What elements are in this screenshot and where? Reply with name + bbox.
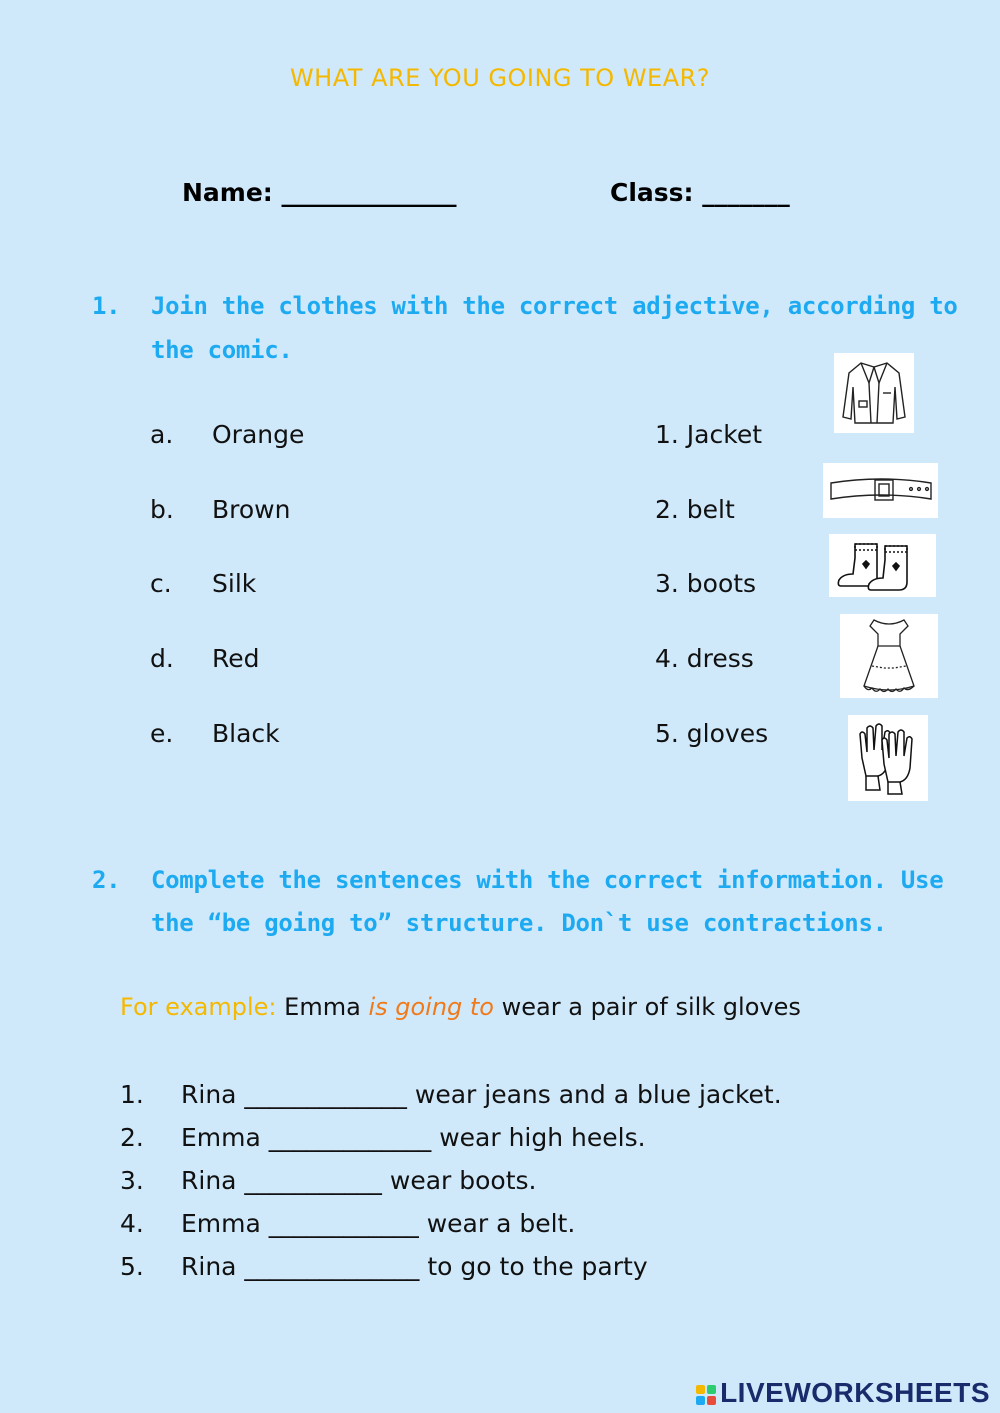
q1-instruction-line2: the comic. (151, 336, 293, 364)
sentence-text[interactable]: Rina ___________ wear boots. (181, 1166, 537, 1195)
example-rest: wear a pair of silk gloves (501, 993, 801, 1021)
clothes-item-jacket[interactable]: 1. Jacket (655, 420, 763, 449)
sentence-text[interactable]: Rina _____________ wear jeans and a blue jacket. (181, 1080, 782, 1109)
example-sentence (120, 993, 801, 1021)
adjective-word[interactable]: Silk (212, 569, 257, 598)
sentence-number: 2. (120, 1123, 144, 1152)
sentence-text[interactable]: Emma _____________ wear high heels. (181, 1123, 646, 1152)
dress-icon (840, 614, 938, 698)
q1-number: 1. (92, 292, 121, 320)
q2-instruction-line1: Complete the sentences with the correct information. Use (151, 866, 944, 894)
clothes-item-gloves[interactable]: 5. gloves (655, 719, 769, 748)
sentence-text[interactable]: Rina ______________ to go to the party (181, 1252, 648, 1281)
logo-mark-icon (696, 1385, 716, 1405)
example-subject: Emma (284, 993, 361, 1021)
adjective-word[interactable]: Red (212, 644, 260, 673)
adjective-letter: c. (150, 569, 172, 598)
name-field[interactable]: Name: ______________ (182, 178, 457, 207)
liveworksheets-logo[interactable] (696, 1377, 990, 1409)
adjective-word[interactable]: Black (212, 719, 280, 748)
class-field[interactable]: Class: _______ (610, 178, 790, 207)
sentence-number: 4. (120, 1209, 144, 1238)
belt-icon (823, 463, 938, 518)
jacket-icon (834, 353, 914, 433)
q1-instruction-line1: Join the clothes with the correct adjective, according to (151, 292, 958, 320)
adjective-letter: b. (150, 495, 174, 524)
q2-instruction-line2: the “be going to” structure. Don`t use contractions. (151, 909, 887, 937)
sentence-text[interactable]: Emma ____________ wear a belt. (181, 1209, 576, 1238)
clothes-item-boots[interactable]: 3. boots (655, 569, 757, 598)
gloves-icon (848, 715, 928, 801)
worksheet-title: WHAT ARE YOU GOING TO WEAR? (289, 64, 711, 92)
boots-icon (829, 534, 936, 597)
clothes-item-dress[interactable]: 4. dress (655, 644, 754, 673)
example-highlight: is going to (368, 993, 494, 1021)
sentence-number: 3. (120, 1166, 144, 1195)
logo-text: LIVEWORKSHEETS (720, 1377, 990, 1408)
clothes-item-belt[interactable]: 2. belt (655, 495, 735, 524)
q2-number: 2. (92, 866, 121, 894)
adjective-letter: d. (150, 644, 174, 673)
adjective-letter: a. (150, 420, 174, 449)
sentence-number: 5. (120, 1252, 144, 1281)
adjective-letter: e. (150, 719, 174, 748)
adjective-word[interactable]: Brown (212, 495, 291, 524)
example-label: For example: (120, 993, 277, 1021)
adjective-word[interactable]: Orange (212, 420, 305, 449)
sentence-number: 1. (120, 1080, 144, 1109)
